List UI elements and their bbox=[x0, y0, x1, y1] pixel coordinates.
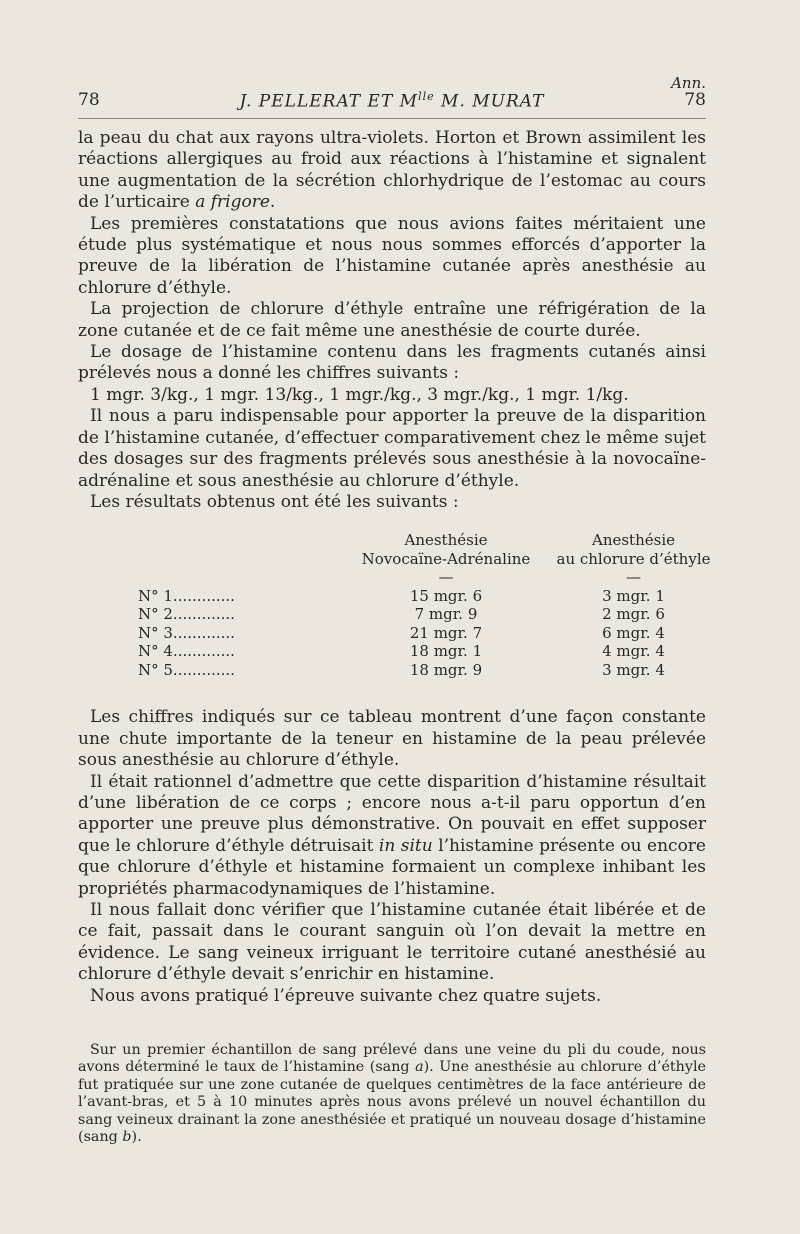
running-header bbox=[78, 88, 706, 114]
table-row: N° 3............. 21 mgr. 7 6 mgr. 4 bbox=[138, 623, 665, 642]
col-head-ethyl: Anesthésie au chlorure d’éthyle bbox=[556, 531, 711, 568]
table-row: N° 5............. 18 mgr. 9 3 mgr. 4 bbox=[138, 660, 665, 679]
table-header-row bbox=[138, 531, 723, 568]
paragraph-8: Il était rationnel d’admettre que cette disparition d’histamine résultait d’une libération de ce corps ; encore nous a-t-il paru opportun d’en apporter une preuve plus démonstrative. On pouvait en effet supposer que le chlorure d’éthyle détruisait in situ l’histamine présente ou encore que chlorure d’éthyle et histamine formaient un complexe inhibant les propriétés pharmacodynamiques de l’histamine. bbox=[78, 771, 706, 899]
values-line: 1 mgr. 3/kg., 1 mgr. 13/kg., 1 mgr./kg., 3 mgr./kg., 1 mgr. 1/kg. bbox=[90, 384, 629, 405]
paragraph-7: Les chiffres indiqués sur ce tableau montrent d’une façon constante une chute importante de la teneur en histamine de la peau prélevée sous anesthésie au chlorure d’éthyle. bbox=[78, 707, 706, 771]
table-row: N° 4............. 18 mgr. 1 4 mgr. 4 bbox=[138, 642, 665, 661]
table-row: N° 1............. 15 mgr. 6 3 mgr. 1 bbox=[138, 586, 665, 605]
paragraph-3: La projection de chlorure d’éthyle entraîne une réfrigération de la zone cutanée et de ce fait même une anesthésie de courte durée. bbox=[78, 299, 706, 341]
table-dash-row: — — bbox=[438, 568, 641, 587]
paragraph-4: Le dosage de l’histamine contenu dans les fragments cutanés ainsi prélevés nous a donné les chiffres suivants : bbox=[78, 342, 706, 384]
paragraph-10: Nous avons pratiqué l’épreuve suivante chez quatre sujets. bbox=[90, 985, 602, 1006]
table-row: N° 2............. 7 mgr. 9 2 mgr. 6 bbox=[138, 605, 665, 624]
results-table bbox=[138, 531, 723, 679]
col-head-novocaine: Anesthésie Novocaïne-Adrénaline bbox=[361, 531, 531, 568]
header-rule bbox=[78, 118, 706, 119]
corner-annotation: Ann. bbox=[671, 74, 706, 92]
paragraph-2: Les premières constatations que nous avions faites méritaient une étude plus systématique et nous nous sommes efforcés d’apporter la preuve de la libération de l’histamine cutanée après anesthésie au chlorure d’éthyle. bbox=[78, 213, 706, 298]
paragraph-6: Les résultats obtenus ont été les suivants : bbox=[90, 491, 459, 512]
running-title: J. PELLERAT ET $M^{lle}$ M. MURAT bbox=[239, 90, 545, 112]
page-number-left: 78 bbox=[78, 90, 100, 110]
paragraph-9: Il nous fallait donc vérifier que l’histamine cutanée était libérée et de ce fait, passait dans le courant sanguin où l’on devait la mettre en évidence. Le sang veineux irriguant le territoire cutané anesthésié au chlorure d’éthyle devait s’enrichir en histamine. bbox=[78, 899, 706, 985]
paragraph-1: la peau du chat aux rayons ultra-violets. Horton et Brown assimilent les réactions allergiques au froid aux réactions à l’histamine et signalent une augmentation de la sécrétion chlorhydrique de l’estomac au cours de l’urticaire a frigore. bbox=[78, 128, 706, 213]
paragraph-5: Il nous a paru indispensable pour apporter la preuve de la disparition de l’histamine cutanée, d’effectuer comparativement chez le même sujet des dosages sur des fragments prélevés sous anesthésie à la novocaïne-adrénaline et sous anesthésie au chlorure d’éthyle. bbox=[78, 406, 706, 491]
page-number-right: 78 bbox=[684, 90, 706, 110]
footnote: Sur un premier échantillon de sang prélevé dans une veine du pli du coude, nous avons déterminé le taux de l’histamine (sang a). Une anesthésie au chlorure d’éthyle fut pratiquée sur une zone cutanée de quelques centimètres de la face antérieure de l’avant-bras, et 5 à 10 minutes après nous avons prélevé un nouvel échantillon du sang veineux drainant la zone anesthésiée et pratiqué un nouveau dosage d’histamine (sang b). bbox=[78, 1042, 707, 1146]
body-text bbox=[78, 128, 711, 1007]
